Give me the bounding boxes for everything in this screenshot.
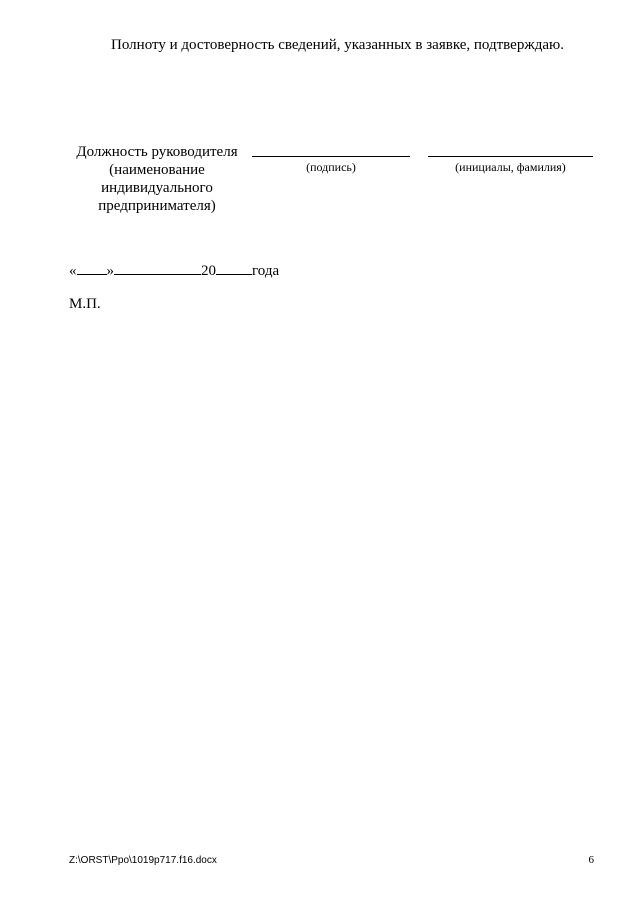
confirmation-statement: Полноту и достоверность сведений, указанных в заявке, подтверждаю. <box>111 37 564 53</box>
position-label-line: индивидуального <box>101 180 213 196</box>
position-label <box>62 143 252 215</box>
year-blank <box>216 262 252 275</box>
page-number: 6 <box>588 854 594 866</box>
date-suffix: года <box>252 263 280 279</box>
date-close-quote: » <box>106 263 114 279</box>
position-label-line: Должность руководителя <box>76 144 238 160</box>
day-blank <box>77 262 107 275</box>
position-label-line: (наименование <box>109 162 205 178</box>
signature-caption: (подпись) <box>306 160 356 174</box>
stamp-placeholder: М.П. <box>69 296 101 312</box>
month-blank <box>114 262 201 275</box>
footer-file-path: Z:\ORST\Ppo\1019p717.f16.docx <box>69 855 217 866</box>
date-open-quote: « <box>69 263 77 279</box>
position-label-line: предпринимателя) <box>98 198 216 214</box>
name-caption: (инициалы, фамилия) <box>455 160 566 174</box>
name-line <box>428 156 593 157</box>
signature-line <box>252 156 410 157</box>
year-prefix: 20 <box>201 263 216 279</box>
date-line <box>69 262 279 280</box>
